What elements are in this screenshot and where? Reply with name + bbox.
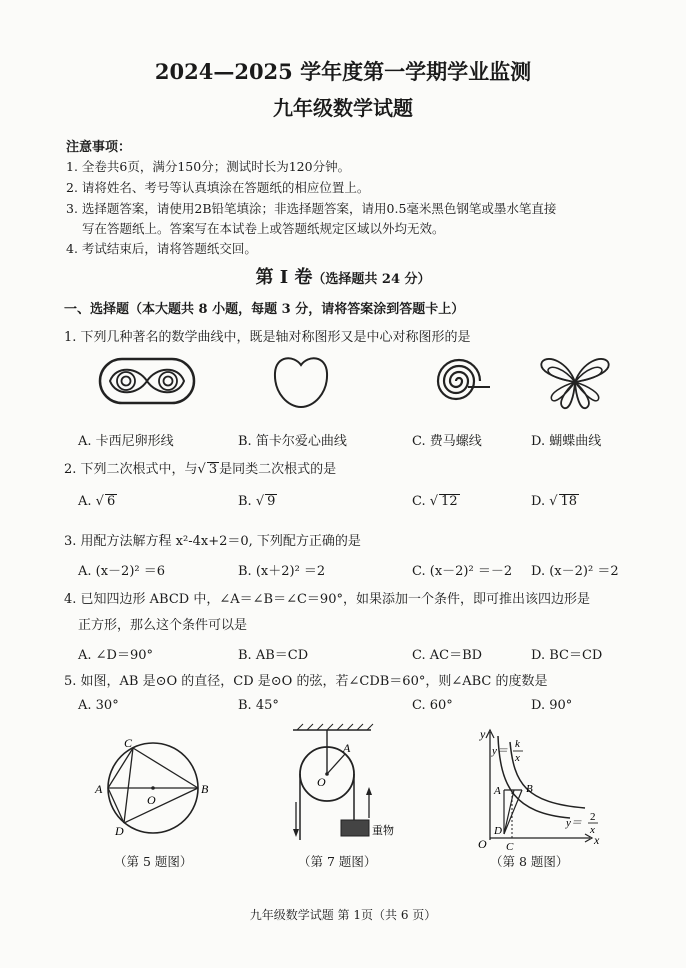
q3-option-a[interactable]: A. (x－2)² ＝6 <box>78 564 166 579</box>
fig7-label-weight: 重物 <box>372 825 394 837</box>
fig5-label-c: C <box>124 736 133 750</box>
fig5-label-d: D <box>115 824 124 838</box>
section-title: 一、选择题（本大题共 8 小题，每题 3 分，请将答案涂到答题卡上） <box>64 302 465 317</box>
fig5-caption: （第 5 题图） <box>114 854 193 869</box>
q1-stem: 1. 下列几种著名的数学曲线中，既是轴对称图形又是中心对称图形的是 <box>64 330 471 345</box>
fig8-label-y-axis: y <box>480 727 486 741</box>
note-item-1: 1. 全卷共6页，满分150分；测试时长为120分钟。 <box>66 159 351 174</box>
fig8-label-o: O <box>478 837 487 851</box>
q4-option-c[interactable]: C. AC＝BD <box>412 648 483 663</box>
q2-stem-radicand: 3 <box>208 462 218 477</box>
q4-stem-line2: 正方形，那么这个条件可以是 <box>78 618 248 633</box>
q1-option-d[interactable]: D. 蝴蝶曲线 <box>531 434 602 449</box>
q3-option-b[interactable]: B. (x＋2)² ＝2 <box>238 564 326 579</box>
q3-option-c[interactable]: C. (x－2)² ＝－2 <box>412 564 513 579</box>
fig5-circle-diagram <box>95 736 215 848</box>
q2-option-a[interactable]: A. √ 6 <box>78 494 116 509</box>
exam-subtitle: 九年级数学试题 <box>273 96 413 120</box>
fig8-caption: （第 8 题图） <box>490 854 569 869</box>
fig7-label-o: O <box>317 775 326 789</box>
fig5-label-o: O <box>147 793 156 807</box>
cassini-oval-figure <box>98 355 196 407</box>
q3-option-d[interactable]: D. (x－2)² ＝2 <box>531 564 619 579</box>
q4-option-a[interactable]: A. ∠D＝90° <box>78 648 154 663</box>
q1-option-a[interactable]: A. 卡西尼卵形线 <box>78 434 174 449</box>
fig8-label-d: D <box>494 825 502 837</box>
fig8-label-x-axis: x <box>594 833 600 847</box>
butterfly-curve-figure <box>538 352 612 412</box>
q5-option-c[interactable]: C. 60° <box>412 698 453 713</box>
fig7-caption: （第 7 题图） <box>298 854 377 869</box>
cardioid-figure <box>272 353 330 409</box>
q1-option-c[interactable]: C. 费马螺线 <box>412 434 482 449</box>
exam-title: 2024—2025 学年度第一学期学业监测 <box>154 59 532 84</box>
fermat-spiral-figure <box>420 353 492 409</box>
fig8-label-k: k <box>515 738 520 750</box>
q4-option-d[interactable]: D. BC＝CD <box>531 648 603 663</box>
q2-stem: 2. 下列二次根式中，与√ 3 是同类二次根式的是 <box>64 462 337 477</box>
fig5-label-b: B <box>201 782 209 796</box>
fig5-label-a: A <box>95 782 103 796</box>
note-item-3-cont: 写在答题纸上。答案写在本试卷上或答题纸规定区域以外均无效。 <box>82 221 445 236</box>
q5-option-d[interactable]: D. 90° <box>531 698 573 713</box>
fig8-label-yeq-2: y＝ <box>566 817 582 829</box>
fig8-label-yeq-k: y＝ <box>492 745 508 757</box>
note-item-4: 4. 考试结束后，请将答题纸交回。 <box>66 241 257 256</box>
fig8-label-c: C <box>506 841 514 853</box>
q3-stem: 3. 用配方法解方程 x²-4x+2＝0, 下列配方正确的是 <box>64 534 361 549</box>
q1-option-b[interactable]: B. 笛卡尔爱心曲线 <box>238 434 347 449</box>
page-footer: 九年级数学试题 第 1页（共 6 页） <box>249 908 437 922</box>
note-item-2: 2. 请将姓名、考号等认真填涂在答题纸的相应位置上。 <box>66 180 370 195</box>
fig8-label-b: B <box>526 783 533 795</box>
q5-option-a[interactable]: A. 30° <box>78 698 119 713</box>
fig8-label-two: 2 <box>590 811 596 823</box>
q4-stem-line1: 4. 已知四边形 ABCD 中，∠A＝∠B＝∠C＝90°，如果添加一个条件，即可推出该四边形是 <box>64 592 590 607</box>
q5-option-b[interactable]: B. 45° <box>238 698 279 713</box>
q4-option-b[interactable]: B. AB＝CD <box>238 648 309 663</box>
fig8-hyperbola-diagram <box>470 727 610 853</box>
q2-option-c[interactable]: C. √ 12 <box>412 494 458 509</box>
q2-option-b[interactable]: B. √ 9 <box>238 494 276 509</box>
note-item-3: 3. 选择题答案，请使用2B铅笔填涂；非选择题答案，请用0.5毫米黑色钢笔或墨水笔直接 <box>66 201 557 216</box>
q5-stem: 5. 如图，AB 是⊙O 的直径，CD 是⊙O 的弦，若∠CDB＝60°，则∠ABC 的度数是 <box>64 674 548 689</box>
part-title: 第 I 卷（选择题共 24 分） <box>255 267 431 288</box>
fig8-label-x1: x <box>515 752 520 764</box>
fig7-pulley-diagram <box>285 722 415 847</box>
fig8-label-a: A <box>494 785 501 797</box>
q2-option-d[interactable]: D. √ 18 <box>531 494 578 509</box>
notes-heading: 注意事项： <box>66 140 132 155</box>
fig7-label-a: A <box>343 741 351 755</box>
fig8-label-x2: x <box>590 824 595 836</box>
